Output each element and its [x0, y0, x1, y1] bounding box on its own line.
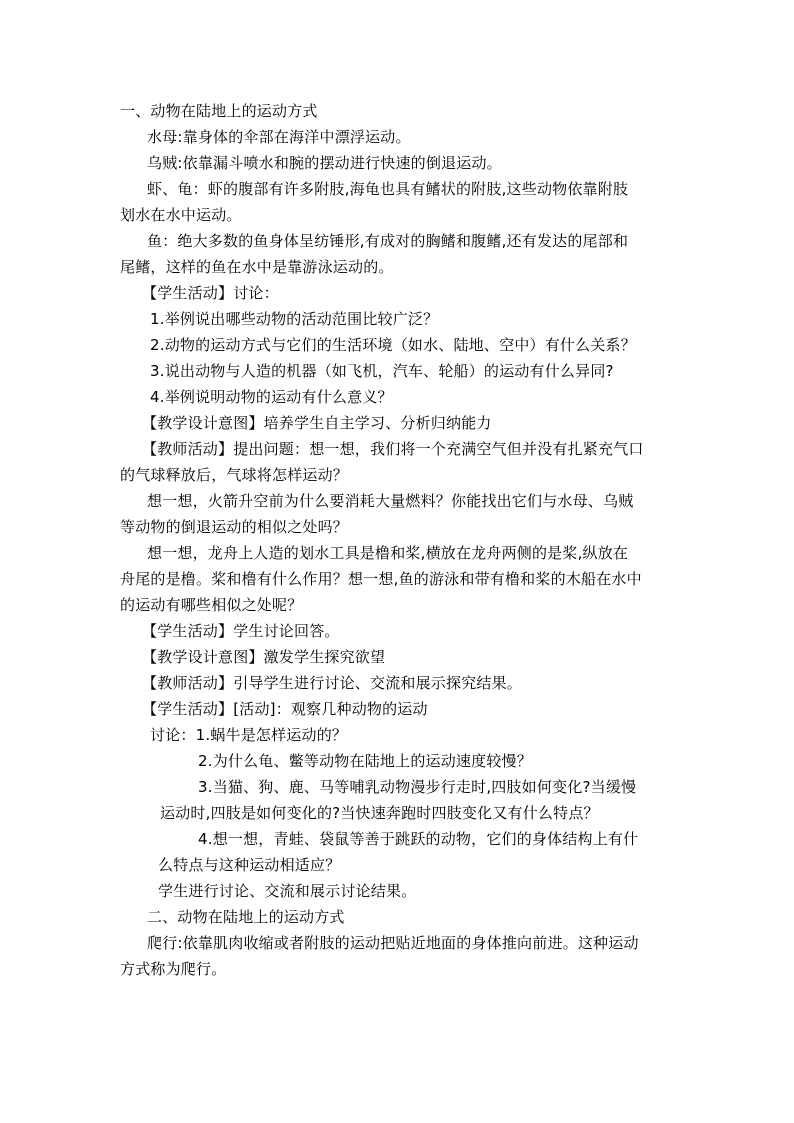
paragraph-line: 【学生活动】讨论： [142, 284, 279, 302]
list-item: 4.想一想，青蛙、袋鼠等善于跳跃的动物，它们的身体结构上有什 [198, 830, 639, 848]
section-heading-1: 一、动物在陆地上的运动方式 [120, 102, 318, 120]
list-item: 2.动物的运动方式与它们的生活环境（如水、陆地、空中）有什么关系？ [150, 336, 636, 354]
paragraph-line: 【教师活动】引导学生进行讨论、交流和展示探究结果。 [142, 674, 523, 692]
paragraph-line: 想一想，龙舟上人造的划水工具是橹和桨,横放在龙舟两侧的是桨,纵放在 [147, 544, 629, 562]
list-item: 2.为什么龟、鳖等动物在陆地上的运动速度较慢？ [198, 752, 532, 770]
paragraph-line: 的运动有哪些相似之处呢？ [120, 596, 303, 614]
paragraph-line: 想一想，火箭升空前为什么要消耗大量燃料？你能找出它们与水母、乌贼 [147, 492, 634, 510]
paragraph-line: 水母:靠身体的伞部在海洋中漂浮运动。 [147, 128, 411, 146]
list-item: 运动时,四肢是如何变化的?当快速奔跑时四肢变化又有什么特点？ [160, 804, 599, 822]
paragraph-line: 的气球释放后，气球将怎样运动？ [120, 466, 349, 484]
paragraph-line: 学生进行讨论、交流和展示讨论结果。 [158, 882, 417, 900]
paragraph-line: 方式称为爬行。 [120, 960, 227, 978]
paragraph-line: 虾、龟：虾的腹部有许多附肢,海龟也具有鳍状的附肢,这些动物依靠附肢 [147, 180, 629, 198]
list-item: 4.举例说明动物的运动有什么意义？ [150, 388, 393, 406]
list-item: 3.说出动物与人造的机器（如飞机，汽车、轮船）的运动有什么异同? [150, 362, 614, 380]
paragraph-line: 划水在水中运动。 [120, 206, 242, 224]
section-heading-2: 二、动物在陆地上的运动方式 [147, 908, 345, 926]
paragraph-line: 【学生活动】[活动]：观察几种动物的运动 [142, 700, 428, 718]
list-item: 1.举例说出哪些动物的活动范围比较广泛？ [150, 310, 439, 328]
paragraph-line: 【教师活动】提出问题：想一想，我们将一个充满空气但并没有扎紧充气口 [142, 440, 644, 458]
paragraph-line: 【教学设计意图】培养学生自主学习、分析归纳能力 [142, 414, 492, 432]
paragraph-line: 【学生活动】学生讨论回答。 [142, 622, 340, 640]
list-item: 3.当猫、狗、鹿、马等哺乳动物漫步行走时,四肢如何变化?当缓慢 [198, 778, 637, 796]
paragraph-line: 讨论：1.蜗牛是怎样运动的？ [150, 726, 348, 744]
paragraph-line: 【教学设计意图】激发学生探究欲望 [142, 648, 386, 666]
list-item: 么特点与这种运动相适应？ [158, 856, 341, 874]
paragraph-line: 乌贼:依靠漏斗喷水和腕的摆动进行快速的倒退运动。 [147, 154, 502, 172]
paragraph-line: 舟尾的是橹。桨和橹有什么作用？想一想,鱼的游泳和带有橹和桨的木船在水中 [120, 570, 642, 588]
paragraph-line: 鱼：绝大多数的鱼身体呈纺锤形,有成对的胸鳍和腹鳍,还有发达的尾部和 [147, 232, 629, 250]
paragraph-line: 等动物的倒退运动的相似之处吗？ [120, 518, 349, 536]
paragraph-line: 尾鳍，这样的鱼在水中是靠游泳运动的。 [120, 258, 394, 276]
paragraph-line: 爬行:依靠肌肉收缩或者附肢的运动把贴近地面的身体推向前进。这种运动 [147, 934, 639, 952]
